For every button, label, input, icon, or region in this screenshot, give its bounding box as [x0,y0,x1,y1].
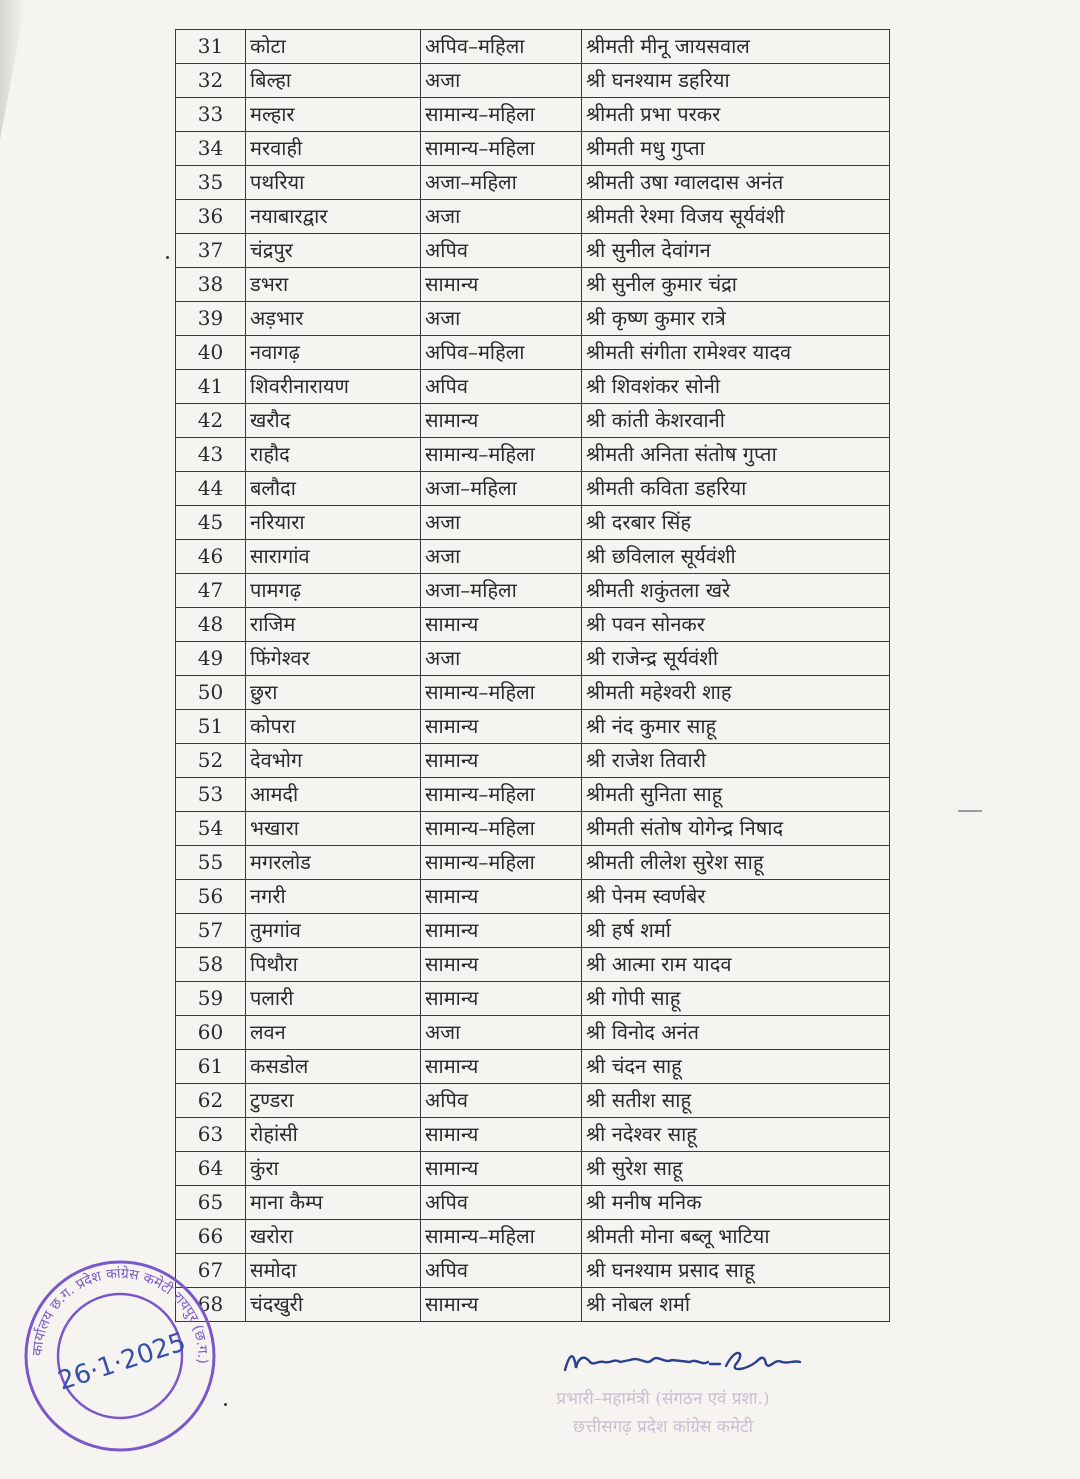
category-cell: सामान्य–महिला [421,778,582,812]
member-name-cell: श्री सतीश साहू [582,1084,890,1118]
place-cell: खरोरा [246,1220,421,1254]
signatory-designation [518,1385,808,1441]
serial-number-cell: 59 [176,982,246,1016]
place-cell: शिवरीनारायण [246,370,421,404]
table-row [176,1186,890,1220]
category-cell: अपिव [421,1254,582,1288]
serial-number-cell: 64 [176,1152,246,1186]
member-list-table [175,29,890,1322]
serial-number-cell: 60 [176,1016,246,1050]
serial-number-cell: 55 [176,846,246,880]
member-name-cell: श्री चंदन साहू [582,1050,890,1084]
place-cell: फिंगेश्वर [246,642,421,676]
place-cell: राजिम [246,608,421,642]
member-name-cell: श्री विनोद अनंत [582,1016,890,1050]
table-row [176,166,890,200]
serial-number-cell: 63 [176,1118,246,1152]
serial-number-cell: 50 [176,676,246,710]
member-name-cell: श्री आत्मा राम यादव [582,948,890,982]
table-row [176,1220,890,1254]
category-cell: सामान्य–महिला [421,98,582,132]
serial-number-cell: 34 [176,132,246,166]
place-cell: कोपरा [246,710,421,744]
signature [560,1340,810,1380]
category-cell: सामान्य–महिला [421,438,582,472]
member-name-cell: श्री घनश्याम प्रसाद साहू [582,1254,890,1288]
member-name-cell: श्रीमती उषा ग्वालदास अनंत [582,166,890,200]
table-row [176,1254,890,1288]
serial-number-cell: 43 [176,438,246,472]
serial-number-cell: 45 [176,506,246,540]
member-name-cell: श्री कांती केशरवानी [582,404,890,438]
office-stamp [22,1258,218,1454]
place-cell: पलारी [246,982,421,1016]
serial-number-cell: 66 [176,1220,246,1254]
serial-number-cell: 31 [176,30,246,64]
category-cell: अजा [421,506,582,540]
serial-number-cell: 40 [176,336,246,370]
member-name-cell: श्रीमती महेश्वरी शाह [582,676,890,710]
table-row [176,1016,890,1050]
place-cell: माना कैम्प [246,1186,421,1220]
place-cell: देवभोग [246,744,421,778]
member-name-cell: श्री हर्ष शर्मा [582,914,890,948]
category-cell: सामान्य [421,1050,582,1084]
member-list-table-container [175,29,889,1322]
member-name-cell: श्री राजेन्द्र सूर्यवंशी [582,642,890,676]
table-row [176,64,890,98]
member-list-body [176,30,890,1322]
table-row [176,778,890,812]
category-cell: अजा [421,642,582,676]
table-row [176,608,890,642]
table-row [176,642,890,676]
category-cell: अपिव [421,1186,582,1220]
member-name-cell: श्री सुरेश साहू [582,1152,890,1186]
place-cell: डभरा [246,268,421,302]
category-cell: अपिव–महिला [421,336,582,370]
place-cell: कसडोल [246,1050,421,1084]
category-cell: सामान्य [421,1118,582,1152]
place-cell: मरवाही [246,132,421,166]
table-row [176,1050,890,1084]
member-name-cell: श्री सुनील कुमार चंद्रा [582,268,890,302]
category-cell: अजा–महिला [421,166,582,200]
category-cell: सामान्य–महिला [421,132,582,166]
place-cell: चंद्रपुर [246,234,421,268]
member-name-cell: श्रीमती सुनिता साहू [582,778,890,812]
place-cell: बिल्हा [246,64,421,98]
serial-number-cell: 44 [176,472,246,506]
place-cell: पथरिया [246,166,421,200]
serial-number-cell: 65 [176,1186,246,1220]
member-name-cell: श्री शिवशंकर सोनी [582,370,890,404]
serial-number-cell: 38 [176,268,246,302]
serial-number-cell: 56 [176,880,246,914]
place-cell: लवन [246,1016,421,1050]
table-row [176,30,890,64]
category-cell: सामान्य–महिला [421,1220,582,1254]
member-name-cell: श्री नोबल शर्मा [582,1288,890,1322]
serial-number-cell: 61 [176,1050,246,1084]
table-row [176,744,890,778]
table-row [176,234,890,268]
place-cell: खरौद [246,404,421,438]
category-cell: अजा [421,540,582,574]
table-row [176,676,890,710]
place-cell: चंदखुरी [246,1288,421,1322]
place-cell: पिथौरा [246,948,421,982]
serial-number-cell: 51 [176,710,246,744]
table-row [176,948,890,982]
place-cell: तुमगांव [246,914,421,948]
place-cell: नवागढ़ [246,336,421,370]
place-cell: छुरा [246,676,421,710]
serial-number-cell: 35 [176,166,246,200]
place-cell: कोटा [246,30,421,64]
serial-number-cell: 54 [176,812,246,846]
serial-number-cell: 68 [176,1288,246,1322]
serial-number-cell: 62 [176,1084,246,1118]
category-cell: सामान्य–महिला [421,812,582,846]
serial-number-cell: 41 [176,370,246,404]
table-row [176,98,890,132]
table-row [176,1084,890,1118]
category-cell: अजा–महिला [421,472,582,506]
serial-number-cell: 32 [176,64,246,98]
serial-number-cell: 46 [176,540,246,574]
member-name-cell: श्रीमती मधु गुप्ता [582,132,890,166]
place-cell: आमदी [246,778,421,812]
category-cell: अजा [421,302,582,336]
category-cell: अजा [421,200,582,234]
table-row [176,914,890,948]
member-name-cell: श्रीमती मीनू जायसवाल [582,30,890,64]
serial-number-cell: 37 [176,234,246,268]
table-row [176,132,890,166]
member-name-cell: श्री कृष्ण कुमार रात्रे [582,302,890,336]
table-row [176,1288,890,1322]
place-cell: रोहांसी [246,1118,421,1152]
member-name-cell: श्री पेनम स्वर्णबेर [582,880,890,914]
place-cell: नगरी [246,880,421,914]
member-name-cell: श्री सुनील देवांगन [582,234,890,268]
category-cell: अपिव [421,370,582,404]
member-name-cell: श्रीमती संतोष योगेन्द्र निषाद [582,812,890,846]
stamp-date: 26·1·2025 [54,1327,190,1397]
place-cell: टुण्डरा [246,1084,421,1118]
place-cell: नरियारा [246,506,421,540]
table-row [176,982,890,1016]
member-name-cell: श्रीमती लीलेश सुरेश साहू [582,846,890,880]
serial-number-cell: 47 [176,574,246,608]
serial-number-cell: 53 [176,778,246,812]
category-cell: सामान्य [421,1288,582,1322]
place-cell: अड़भार [246,302,421,336]
member-name-cell: श्रीमती कविता डहरिया [582,472,890,506]
table-row [176,1118,890,1152]
table-row [176,812,890,846]
category-cell: अजा [421,64,582,98]
member-name-cell: श्री नदेश्वर साहू [582,1118,890,1152]
table-row [176,438,890,472]
table-row [176,880,890,914]
serial-number-cell: 36 [176,200,246,234]
member-name-cell: श्रीमती प्रभा परकर [582,98,890,132]
signatory-title-line2: छत्तीसगढ़ प्रदेश कांग्रेस कमेटी [573,1417,753,1437]
member-name-cell: श्री नंद कुमार साहू [582,710,890,744]
place-cell: नयाबारद्वार [246,200,421,234]
member-name-cell: श्रीमती संगीता रामेश्वर यादव [582,336,890,370]
category-cell: अपिव–महिला [421,30,582,64]
table-row [176,302,890,336]
category-cell: सामान्य–महिला [421,676,582,710]
member-name-cell: श्री मनीष मनिक [582,1186,890,1220]
serial-number-cell: 67 [176,1254,246,1288]
member-name-cell: श्री पवन सोनकर [582,608,890,642]
signatory-title-line1: प्रभारी–महामंत्री (संगठन एवं प्रशा.) [556,1389,770,1409]
member-name-cell: श्रीमती अनिता संतोष गुप्ता [582,438,890,472]
place-cell: समोदा [246,1254,421,1288]
category-cell: अजा [421,1016,582,1050]
category-cell: अपिव [421,234,582,268]
category-cell: सामान्य–महिला [421,846,582,880]
category-cell: सामान्य [421,404,582,438]
table-row [176,846,890,880]
serial-number-cell: 48 [176,608,246,642]
table-row [176,472,890,506]
serial-number-cell: 49 [176,642,246,676]
serial-number-cell: 57 [176,914,246,948]
serial-number-cell: 58 [176,948,246,982]
table-row [176,336,890,370]
table-row [176,506,890,540]
category-cell: सामान्य [421,744,582,778]
member-name-cell: श्रीमती रेश्मा विजय सूर्यवंशी [582,200,890,234]
serial-number-cell: 42 [176,404,246,438]
place-cell: सारागांव [246,540,421,574]
category-cell: सामान्य [421,268,582,302]
scan-speck [166,256,169,259]
category-cell: सामान्य [421,880,582,914]
place-cell: मल्हार [246,98,421,132]
table-row [176,200,890,234]
page-fold-shadow [0,0,26,140]
place-cell: बलौदा [246,472,421,506]
place-cell: पामगढ़ [246,574,421,608]
serial-number-cell: 52 [176,744,246,778]
category-cell: सामान्य [421,948,582,982]
scan-speck [224,1403,227,1406]
category-cell: सामान्य [421,608,582,642]
category-cell: सामान्य [421,982,582,1016]
member-name-cell: श्री दरबार सिंह [582,506,890,540]
scan-mark [958,810,982,812]
member-name-cell: श्रीमती शकुंतला खरे [582,574,890,608]
member-name-cell: श्रीमती मोना बब्लू भाटिया [582,1220,890,1254]
category-cell: सामान्य [421,914,582,948]
serial-number-cell: 39 [176,302,246,336]
table-row [176,404,890,438]
table-row [176,710,890,744]
member-name-cell: श्री छविलाल सूर्यवंशी [582,540,890,574]
category-cell: अजा–महिला [421,574,582,608]
member-name-cell: श्री घनश्याम डहरिया [582,64,890,98]
place-cell: राहौद [246,438,421,472]
category-cell: सामान्य [421,710,582,744]
table-row [176,370,890,404]
place-cell: कुंरा [246,1152,421,1186]
category-cell: सामान्य [421,1152,582,1186]
place-cell: भखारा [246,812,421,846]
stamp-ring-text: कार्यालय छ.ग. प्रदेश कांग्रेस कमेटी रायपुर (छ.ग.) [29,1265,211,1365]
member-name-cell: श्री राजेश तिवारी [582,744,890,778]
table-row [176,268,890,302]
table-row [176,574,890,608]
table-row [176,540,890,574]
place-cell: मगरलोड [246,846,421,880]
table-row [176,1152,890,1186]
member-name-cell: श्री गोपी साहू [582,982,890,1016]
category-cell: अपिव [421,1084,582,1118]
serial-number-cell: 33 [176,98,246,132]
